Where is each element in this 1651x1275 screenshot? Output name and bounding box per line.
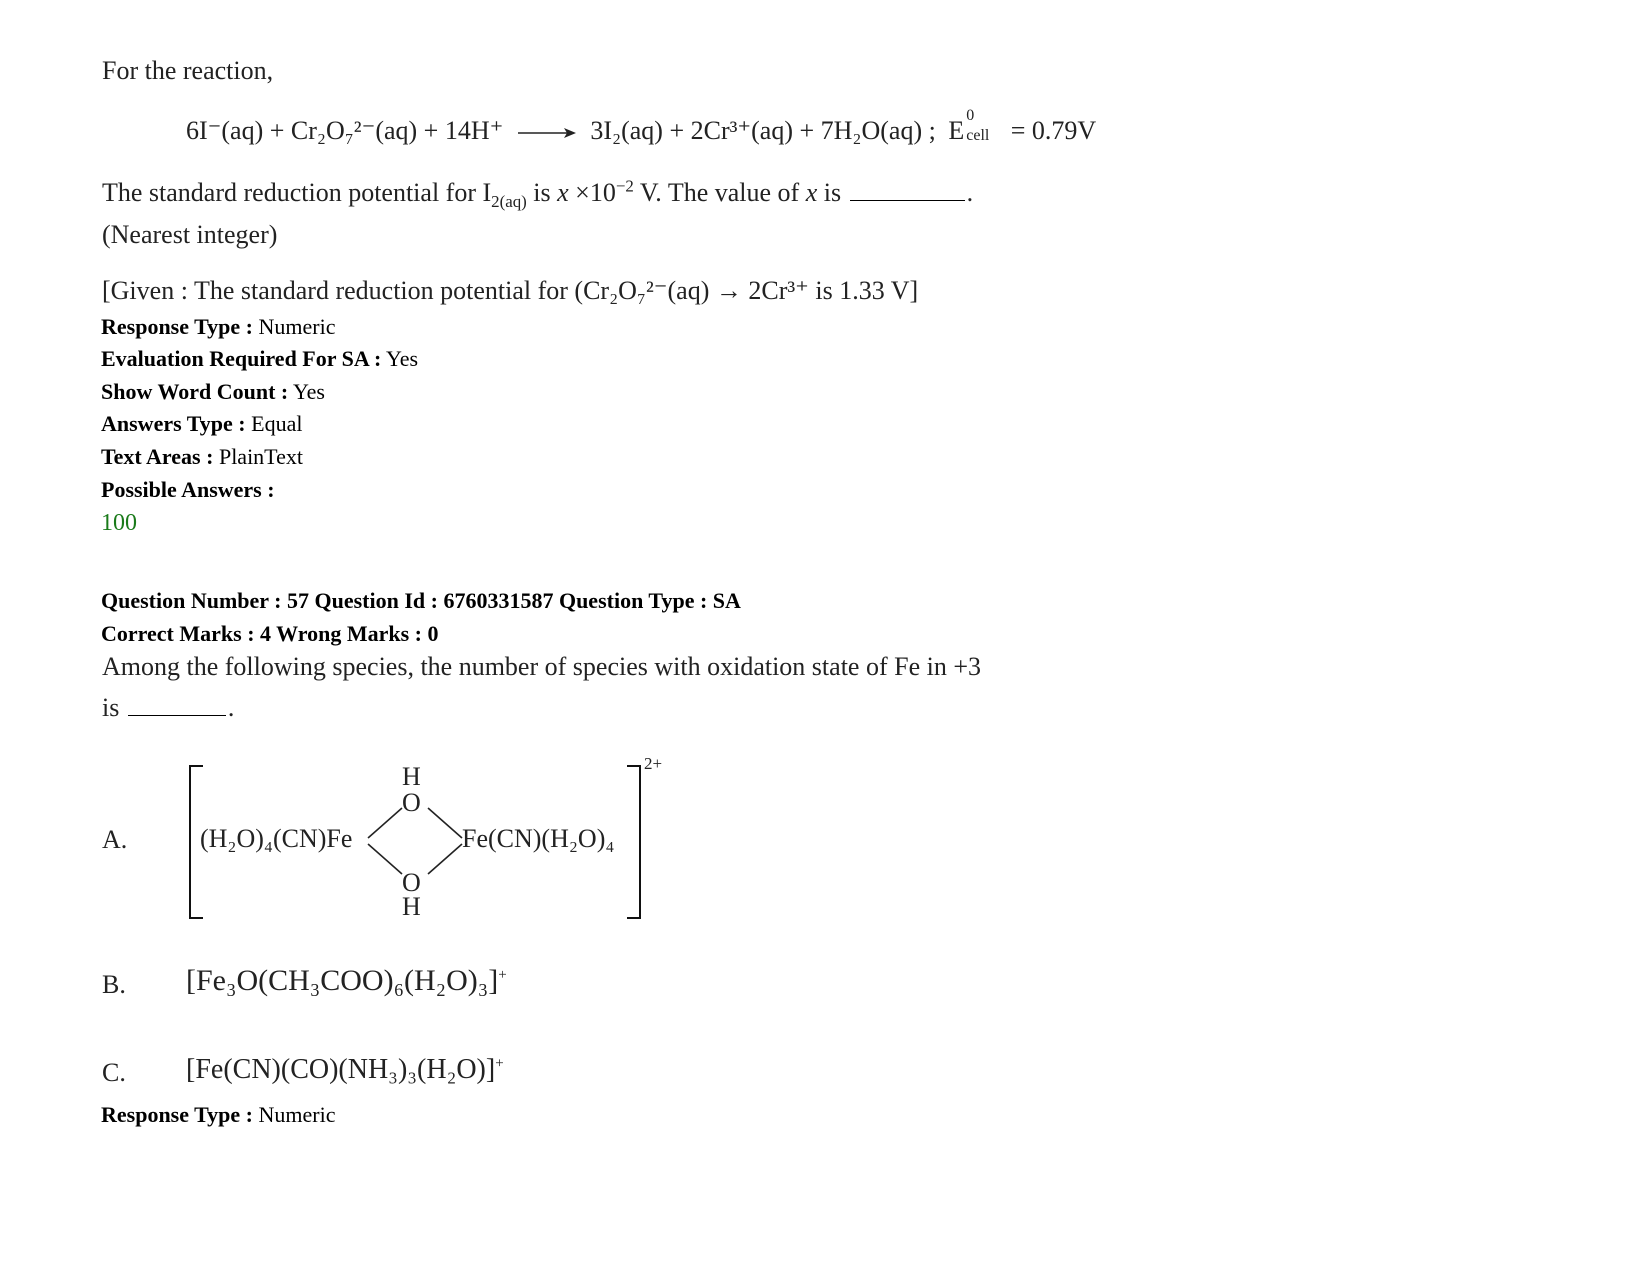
option-a-o-bottom: O (402, 868, 421, 897)
ecell: E 0 cell = 0.79V (948, 107, 1097, 145)
meta-answers-type: Answers Type : Equal (101, 411, 303, 436)
option-c-letter: C. (102, 1058, 126, 1087)
option-a-h-bottom: H (402, 892, 421, 921)
option-b-formula: [Fe₃O(CH₃COO)₆(H₂O)₃]+ (186, 964, 507, 997)
question-text-line1: Among the following species, the number of species with oxidation state of Fe in +3 (102, 652, 981, 681)
meta-possible-answers: Possible Answers : (101, 477, 275, 502)
nearest-integer-note: (Nearest integer) (102, 220, 278, 249)
meta-evaluation-required: Evaluation Required For SA : Yes (101, 346, 419, 371)
possible-answer-value: 100 (101, 510, 137, 536)
question-marks: Correct Marks : 4 Wrong Marks : 0 (101, 621, 439, 646)
q57-response-type: Response Type : Numeric (101, 1102, 336, 1127)
option-c-formula: [Fe(CN)(CO)(NH₃)₃(H₂O)]+ (186, 1054, 504, 1085)
reaction-rhs: 3I₂(aq) + 2Cr³⁺(aq) + 7H₂O(aq) ; (590, 116, 936, 145)
answer-blank (128, 714, 226, 716)
reaction-intro: For the reaction, (102, 56, 274, 85)
option-a-right-group: Fe(CN)(H₂O)₄ (462, 824, 615, 853)
question-text-line2: is . (102, 693, 235, 722)
reaction-equation (186, 107, 1097, 146)
answer-blank (850, 199, 965, 201)
option-a-h-top: H (402, 762, 421, 791)
reaction-arrow-icon (516, 126, 578, 140)
question-statement: The standard reduction potential for $I_{2(aq)}$ is $x \times 10^{-2}$ V. The value of x is . (102, 176, 974, 212)
meta-response-type: Response Type : Numeric (101, 314, 336, 339)
option-a-right-bracket (627, 765, 641, 919)
option-a-o-top: O (402, 788, 421, 817)
question-header: Question Number : 57 Question Id : 6760331587 Question Type : SA (101, 588, 741, 613)
option-a-charge: 2+ (644, 754, 663, 773)
option-a-left-group: (H₂O)₄(CN)Fe (200, 824, 353, 853)
option-a-letter: A. (102, 825, 128, 854)
given-note: [Given : The standard reduction potential for (Cr₂O₇²⁻(aq) → 2Cr³⁺ is 1.33 V] (102, 276, 919, 305)
option-b-letter: B. (102, 970, 126, 999)
option-a-bridge-bonds (360, 800, 470, 880)
meta-text-areas: Text Areas : PlainText (101, 444, 303, 469)
meta-show-word-count: Show Word Count : Yes (101, 379, 325, 404)
reaction-lhs: 6I⁻(aq) + Cr₂O₇²⁻(aq) + 14H⁺ (186, 116, 504, 145)
